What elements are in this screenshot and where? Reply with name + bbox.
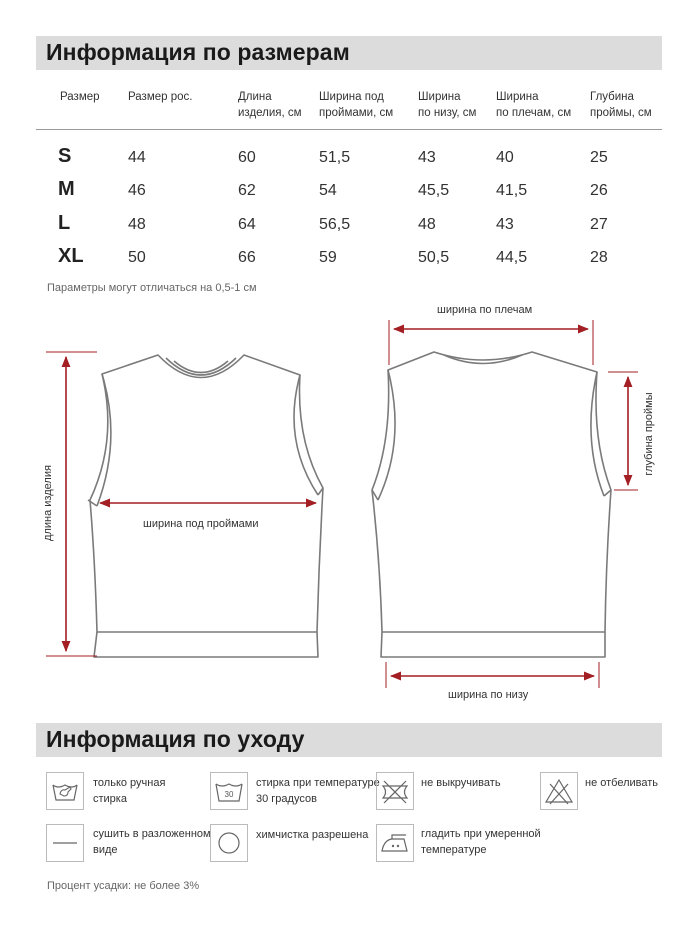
wash-30-icon [210, 772, 248, 810]
header-size: Размер [60, 91, 100, 103]
table-cell: 25 [590, 149, 608, 166]
table-cell: 44 [128, 149, 146, 166]
iron-medium-icon [376, 824, 414, 862]
table-cell: 28 [590, 249, 608, 266]
length-label: длина изделия [42, 465, 54, 541]
table-cell: 62 [238, 182, 256, 199]
dry-clean-icon [210, 824, 248, 862]
row-size-label: S [58, 145, 72, 167]
header-length: Длина изделия, см [238, 91, 302, 119]
header-shoulder-width: Ширина по плечам, см [496, 91, 572, 119]
table-cell: 50,5 [418, 249, 450, 266]
no-wring-icon [376, 772, 414, 810]
table-cell: 50 [128, 249, 146, 266]
care-item-text: не отбеливать [585, 777, 659, 789]
care-item-text: сушить в разложенном виде [93, 828, 211, 856]
care-item-text: гладить при умеренной температуре [421, 828, 541, 856]
dry-flat-icon [46, 824, 84, 862]
bottom-width-label: ширина по низу [448, 689, 529, 701]
table-cell: 44,5 [496, 249, 528, 266]
care-item-text: стирка при температуре 30 градусов [256, 777, 380, 805]
care-item-text: только ручная стирка [93, 777, 166, 805]
vest-back [372, 352, 611, 657]
row-size-label: M [58, 178, 75, 200]
care-item-text: не выкручивать [421, 777, 501, 789]
row-size-label: L [58, 212, 71, 234]
size-note: Параметры могут отличаться на 0,5-1 см [47, 282, 257, 294]
table-cell: 41,5 [496, 182, 528, 199]
wash-temp-text: 30 [224, 790, 234, 799]
care-section-title: Информация по уходу [46, 726, 305, 752]
table-cell: 60 [238, 149, 256, 166]
table-cell: 48 [128, 216, 146, 233]
underarm-width-label: ширина под проймами [143, 518, 259, 530]
vest-front [88, 355, 323, 657]
table-cell: 54 [319, 182, 337, 199]
table-cell: 43 [496, 216, 514, 233]
shoulder-width-label: ширина по плечам [437, 304, 533, 316]
care-section-banner [36, 723, 662, 757]
size-section-title: Информация по размерам [46, 39, 350, 65]
table-cell: 59 [319, 249, 337, 266]
table-cell: 56,5 [319, 216, 351, 233]
table-cell: 26 [590, 182, 608, 199]
no-bleach-icon [540, 772, 578, 810]
shrink-note: Процент усадки: не более 3% [47, 880, 200, 892]
header-bottom-width: Ширина по низу, см [418, 91, 477, 119]
table-cell: 45,5 [418, 182, 450, 199]
care-item-text: химчистка разрешена [256, 829, 369, 841]
table-cell: 64 [238, 216, 256, 233]
armhole-depth-label: глубина проймы [643, 392, 655, 476]
row-size-label: XL [58, 245, 84, 267]
hand-wash-icon [46, 772, 84, 810]
table-cell: 51,5 [319, 149, 351, 166]
table-cell: 27 [590, 216, 608, 233]
table-cell: 43 [418, 149, 436, 166]
header-ru-size: Размер рос. [128, 91, 193, 103]
table-cell: 40 [496, 149, 514, 166]
table-cell: 66 [238, 249, 256, 266]
table-cell: 46 [128, 182, 146, 199]
header-underarm-width: Ширина под проймами, см [319, 91, 394, 119]
table-cell: 48 [418, 216, 436, 233]
header-armhole-depth: Глубина проймы, см [590, 91, 652, 119]
